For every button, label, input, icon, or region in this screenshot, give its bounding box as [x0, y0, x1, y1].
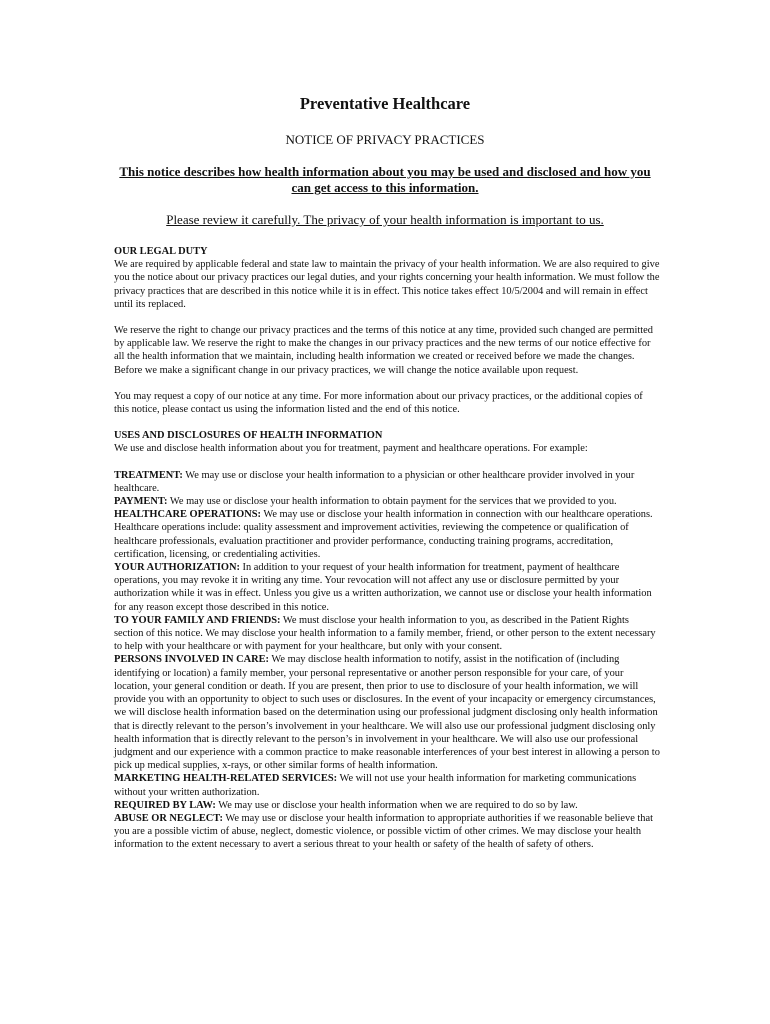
- use-item-text: We must disclose your health information to you, as described in the Patient Rights section of this notice. We may disclose your health information to a family member, friend, or other person to the extent necessary to help with your healthcare or with payment for your healthcare, but only with your consent.: [114, 614, 656, 653]
- legal-duty-paragraph: We reserve the right to change our privacy practices and the terms of this notice at any time, provided such changed are permitted by applicable law. We reserve the right to make the changes in our privacy practices and the new terms of our notice effective for all the health information that we maintain, including health information we created or received before we made the changes. Before we make a significant change in our privacy practices, we will change the notice available upon request.: [114, 325, 653, 376]
- use-item-label: TO YOUR FAMILY AND FRIENDS:: [114, 614, 281, 626]
- use-item-label: PERSONS INVOLVED IN CARE:: [114, 654, 270, 666]
- legal-duty-paragraph: You may request a copy of our notice at any time. For more information about our privacy practices, or the additional copies of this notice, please contact us using the information listed and the end of this notice.: [114, 390, 643, 416]
- uses-heading: USES AND DISCLOSURES OF HEALTH INFORMATION: [114, 430, 383, 442]
- use-item-text: We may use or disclose your health information to obtain payment for the services that we provided to you.: [167, 496, 617, 508]
- document-body: [114, 245, 660, 852]
- use-item-authorization: [114, 561, 660, 614]
- document-subtitle: NOTICE OF PRIVACY PRACTICES: [285, 132, 485, 147]
- use-item-label: ABUSE OR NEGLECT:: [114, 812, 223, 824]
- use-item-text: We may use or disclose your health information in connection with our healthcare operations. Healthcare operations include: quality assessment and improvement activities, reviewing the competence or qualification of healthcare professionals, evaluation practitioner and provider performance, conducting training programs, accreditation, certification, licensing, or credentialing activities.: [114, 509, 653, 560]
- use-item-label: PAYMENT:: [114, 496, 168, 508]
- use-item-required-by-law: [114, 799, 660, 812]
- use-item-label: MARKETING HEALTH-RELATED SERVICES:: [114, 773, 338, 785]
- legal-duty-paragraph: We are required by applicable federal and state law to maintain the privacy of your health information. We are also required to give you the notice about our privacy practices our legal duties, and your rights concerning your health information. We must follow the privacy practices that are described in this notice while it is in effect. This notice takes effect 10/5/2004 and will remain in effect until its replaced.: [114, 259, 660, 310]
- legal-duty-heading: OUR LEGAL DUTY: [114, 246, 208, 257]
- use-item-text: We will not use your health information for marketing communications without your written authorization.: [114, 773, 637, 798]
- use-item-persons-involved: [114, 653, 660, 772]
- use-item-label: YOUR AUTHORIZATION:: [114, 562, 240, 574]
- use-item-healthcare-operations: [114, 508, 660, 561]
- use-item-label: HEALTHCARE OPERATIONS:: [114, 509, 261, 521]
- use-item-payment: [114, 495, 660, 508]
- use-item-text: In addition to your request of your health information for treatment, payment of healthcare operations, you may revoke it in writing any time. Your revocation will not affect any use or disclosure permitted by your authorization while it was in effect. Unless you give us a written authorization, we cannot use or disclose your health information for any reason except those described in this notice.: [114, 562, 652, 613]
- use-item-marketing: [114, 772, 660, 798]
- notice-statement: This notice describes how health information about you may be used and disclosed and how you can get access to this information.: [119, 164, 651, 195]
- use-item-abuse-neglect: [114, 812, 660, 852]
- use-item-text: We may use or disclose your health information to appropriate authorities if we reasonable believe that you are a possible victim of abuse, neglect, domestic violence, or possible victim of other crimes. We may disclose your health information to the extent necessary to avert a serious threat to your health or safety of the health of safety of others.: [114, 812, 653, 851]
- use-item-family-friends: [114, 614, 660, 654]
- use-item-text: We may use or disclose your health information to a physician or other healthcare provider involved in your healthcare.: [114, 469, 635, 494]
- use-item-text: We may disclose health information to notify, assist in the notification of (including identifying or location) a family member, your personal representative or another person responsible for your care, of your location, your general condition or death. If you are present, then prior to use to disclosure of your health information, we will provide you with an opportunity to object to such uses or disclosures. In the event of your incapacity or emergency circumstances, we will disclose health information based on the determination using our professional judgment disclosing only health information that is directly relevant to the person’s involvement in your healthcare. We will also use our professional judgment disclosing only health information that is directly relevant to the person’s in involvement in your healthcare. We will also use our professional judgment and our experience with a common practice to make reasonable interferences of your best interest in allowing a person to pick up medical supplies, x-rays, or other similar forms of health information.: [114, 654, 660, 772]
- use-item-label: TREATMENT:: [114, 469, 183, 481]
- use-item-label: REQUIRED BY LAW:: [114, 799, 216, 811]
- review-statement: Please review it carefully. The privacy of your health information is important to us.: [166, 212, 604, 227]
- use-item-text: We may use or disclose your health information when we are required to do so by law.: [215, 799, 578, 811]
- uses-intro: We use and disclose health information about you for treatment, payment and healthcare operations. For example:: [114, 443, 588, 455]
- use-item-treatment: [114, 469, 660, 495]
- document-title: Preventative Healthcare: [299, 94, 471, 113]
